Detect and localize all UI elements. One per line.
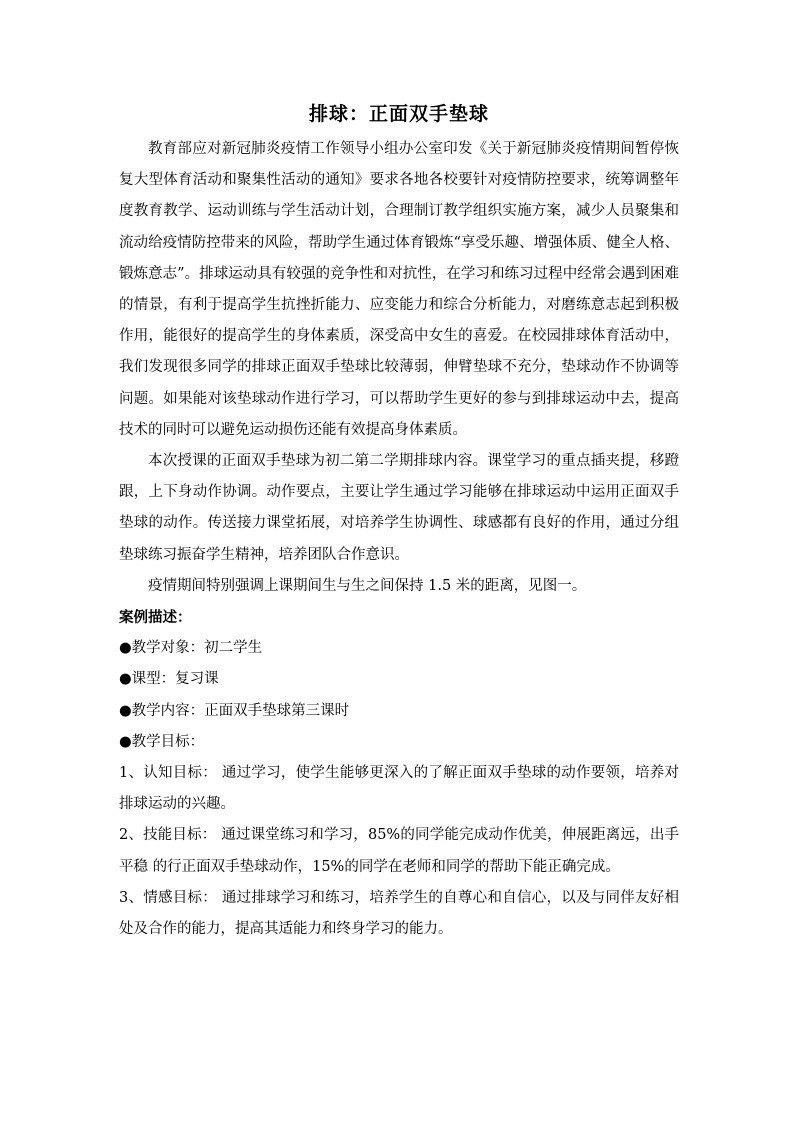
case-heading: 案例描述： xyxy=(119,609,192,627)
intro-paragraph: 教育部应对新冠肺炎疫情工作领导小组办公室印发《关于新冠肺炎疫情期间暂停恢复大型体育活动和聚集性活动的通知》要求各地各校要针对疫情防控要求，统筹调整年度教育教学、运动训练与学生活动计划，合理制订教学组织实施方案，减少人员聚集和流动给疫情防控带来的风险，帮助学生通过体育锻炼“享受乐趣、增强体质、健全人格、锻炼意志”。排球运动具有较强的竞争性和对抗性，在学习和练习过程中经常会遇到困难的情景，有利于提高学生抗挫折能力、应变能力和综合分析能力，对磨练意志起到积极作用，能很好的提高学生的身体素质，深受高中女生的喜爱。在校园排球体育活动中，我们发现很多同学的排球正面双手垫球比较薄弱，伸臂垫球不充分，垫球动作不协调等问题。如果能对该垫球动作进行学习，可以帮助学生更好的参与到排球运动中去，提高技术的同时可以避免运动损伤还能有效提高身体素质。 xyxy=(119,141,679,438)
bullet-teaching-target: ●教学对象：初二学生 xyxy=(119,640,263,657)
goal-emotional: 3、情感目标： 通过排球学习和练习，培养学生的自尊心和自信心，以及与同伴友好相处及合作的能力，提高其适能力和终身学习的能力。 xyxy=(119,889,679,938)
lesson-paragraph: 本次授课的正面双手垫球为初二第二学期排球内容。课堂学习的重点插夹提，移蹬跟，上下身动作协调。动作要点，主要让学生通过学习能够在排球运动中运用正面双手垫球的动作。传送接力课堂拓展，对培养学生协调性、球感都有良好的作用，通过分组垫球练习振奋学生精神，培养团队合作意识。 xyxy=(119,453,679,563)
bullet-lesson-type: ●课型：复习课 xyxy=(119,671,219,688)
goal-cognitive: 1、认知目标： 通过学习，使学生能够更深入的了解正面双手垫球的动作要领，培养对排球运动的兴趣。 xyxy=(119,765,679,813)
bullet-teaching-content: ●教学内容：正面双手垫球第三课时 xyxy=(119,702,350,719)
distance-paragraph: 疫情期间特别强调上课期间生与生之间保持 1.5 米的距离，见图一。 xyxy=(148,577,587,594)
document-title: 排球：正面双手垫球 xyxy=(308,103,489,125)
bullet-teaching-goals: ●教学目标： xyxy=(119,733,205,750)
goal-skill: 2、技能目标： 通过课堂练习和学习，85%的同学能完成动作优美，伸展距离远，出手平稳 的行正面双手垫球动作，15%的同学在老师和同学的帮助下能正确完成。 xyxy=(119,827,679,875)
document-page xyxy=(119,100,679,945)
